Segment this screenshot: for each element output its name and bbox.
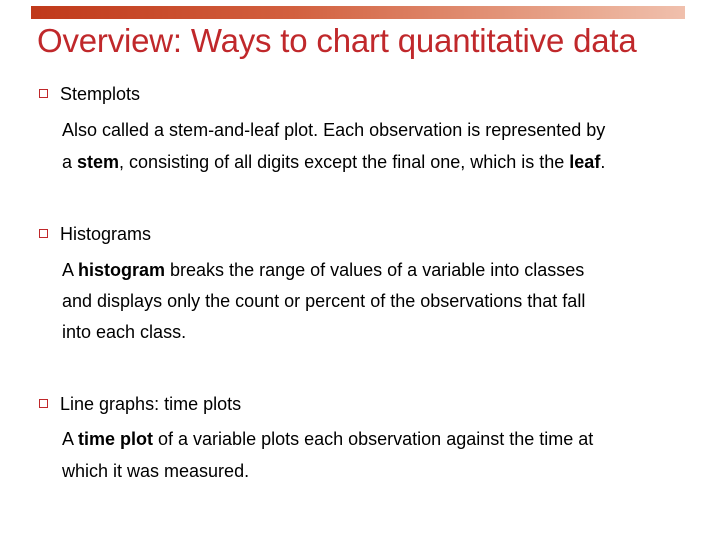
square-bullet-icon xyxy=(39,399,48,408)
body-line xyxy=(62,322,186,343)
text-segment: which it was measured. xyxy=(62,461,250,481)
body-line xyxy=(62,152,605,173)
term-histogram: histogram xyxy=(78,260,166,280)
term-stem: stem xyxy=(77,152,120,172)
text-segment: . xyxy=(600,152,606,172)
body-line xyxy=(62,120,605,141)
text-segment: and displays only the count or percent of the observations that fall xyxy=(62,291,586,311)
body-line xyxy=(62,260,584,281)
term-time-plot: time plot xyxy=(78,429,154,449)
square-bullet-icon xyxy=(39,229,48,238)
text-segment: into each class. xyxy=(62,322,187,342)
section-heading: Line graphs: time plots xyxy=(60,394,242,414)
title-accent-bar xyxy=(31,6,685,19)
section-heading: Stemplots xyxy=(60,84,141,104)
slide-title: Overview: Ways to chart quantitative data xyxy=(37,22,637,59)
text-segment: a xyxy=(62,152,78,172)
text-segment: Also called a stem-and-leaf plot. Each observation is represented by xyxy=(62,120,606,140)
text-segment: , consisting of all digits except the final one, which is the xyxy=(119,152,570,172)
section-heading: Histograms xyxy=(60,224,152,244)
text-segment: A xyxy=(62,260,79,280)
square-bullet-icon xyxy=(39,89,48,98)
body-line xyxy=(62,429,593,450)
section-stemplots xyxy=(39,84,140,105)
term-leaf: leaf xyxy=(569,152,601,172)
text-segment: A xyxy=(62,429,79,449)
text-segment: breaks the range of values of a variable into classes xyxy=(165,260,585,280)
section-line-graphs xyxy=(39,394,241,415)
body-line xyxy=(62,291,585,312)
text-segment: of a variable plots each observation against the time at xyxy=(153,429,594,449)
section-histograms xyxy=(39,224,151,245)
body-line xyxy=(62,461,249,482)
